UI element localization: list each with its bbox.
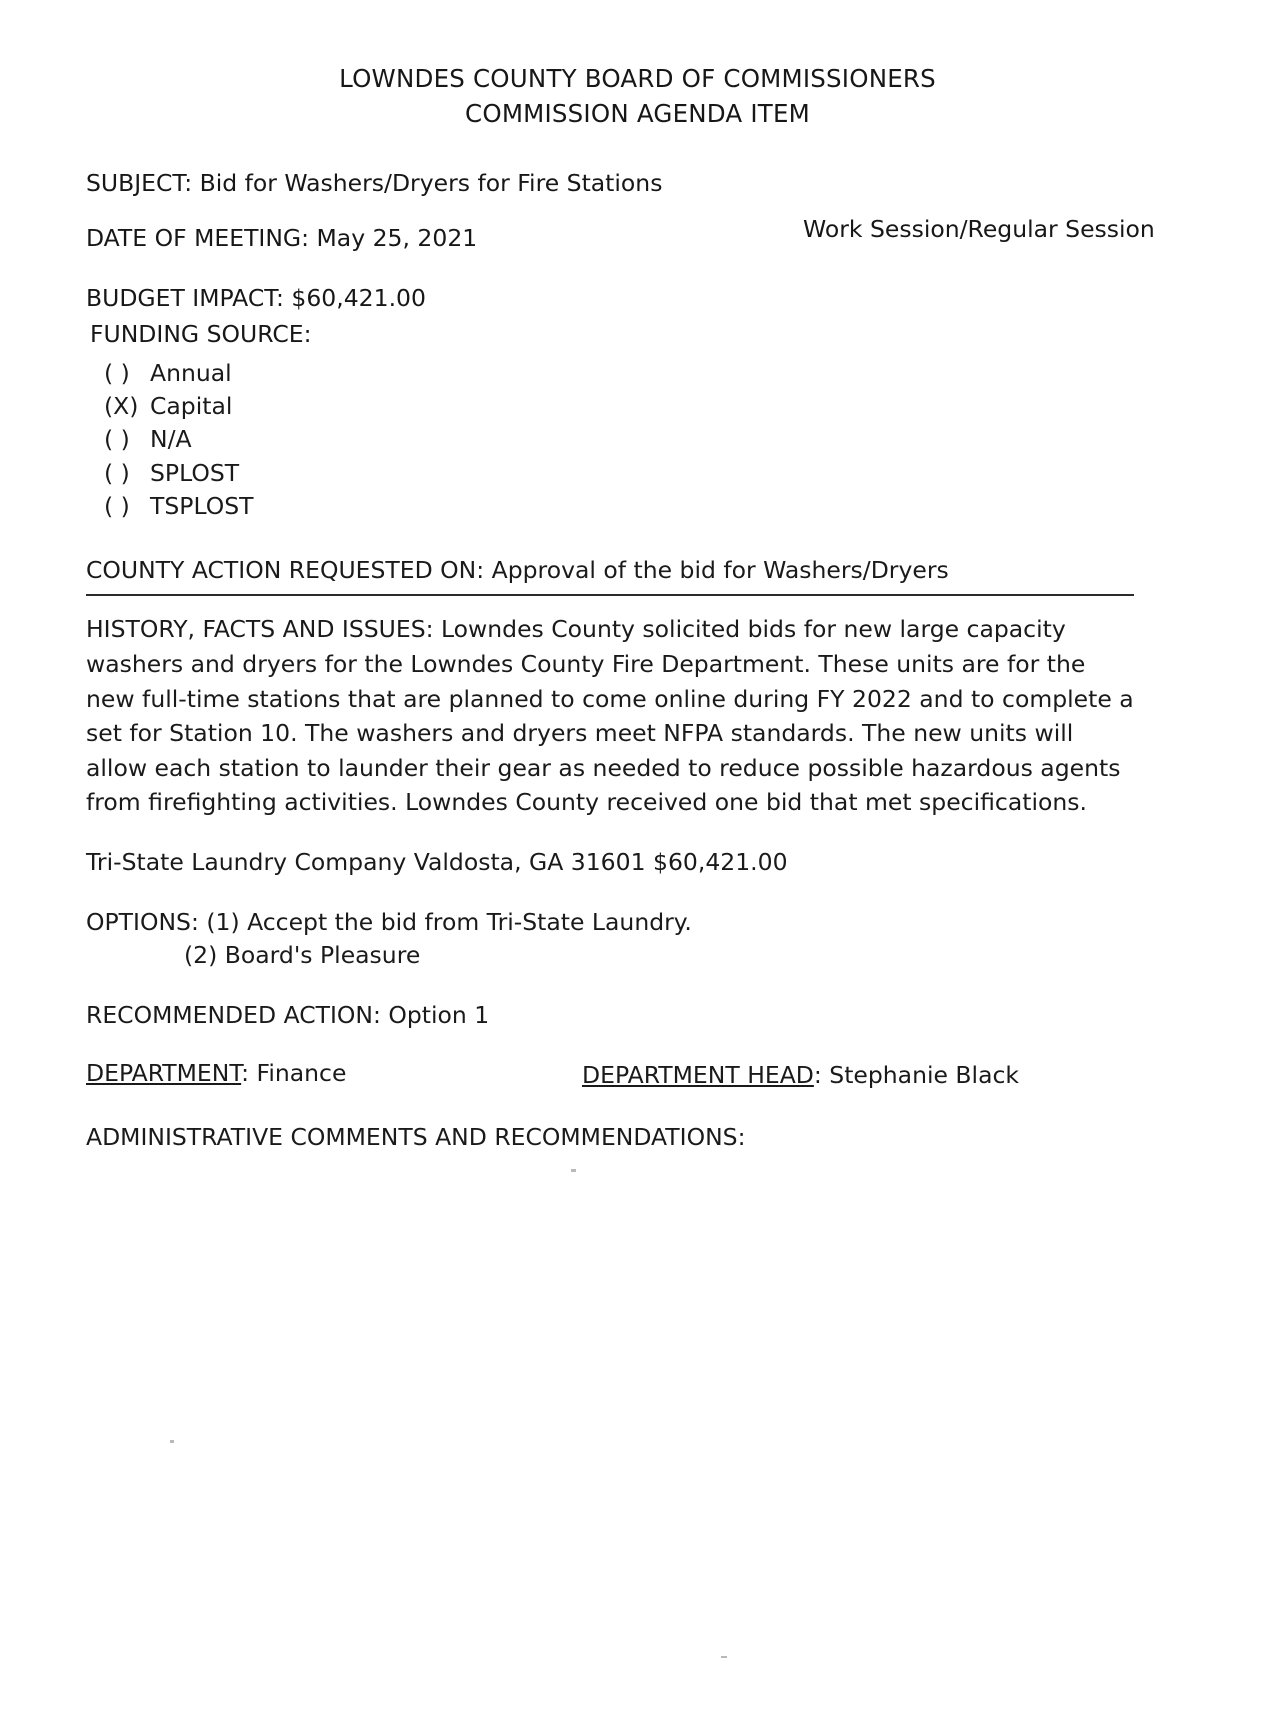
section-divider bbox=[86, 594, 1134, 596]
department-label: DEPARTMENT bbox=[86, 1059, 242, 1088]
subject-line: SUBJECT: Bid for Washers/Dryers for Fire Stations bbox=[86, 168, 663, 197]
vendor-bid-line: Tri-State Laundry Company Valdosta, GA 31601 $60,421.00 bbox=[86, 847, 788, 876]
checkbox-annual[interactable]: ( ) bbox=[104, 358, 130, 387]
checkbox-tsplost[interactable]: ( ) bbox=[104, 492, 130, 521]
document-header bbox=[0, 62, 1275, 132]
recommended-action: RECOMMENDED ACTION: Option 1 bbox=[86, 1001, 490, 1030]
header-line-organization: LOWNDES COUNTY BOARD OF COMMISSIONERS bbox=[339, 64, 936, 93]
funding-option-tsplost[interactable] bbox=[104, 490, 1189, 523]
agenda-document-page bbox=[0, 62, 1275, 1713]
funding-option-label-capital: Capital bbox=[150, 392, 233, 421]
funding-option-splost[interactable] bbox=[104, 457, 1189, 490]
funding-option-na[interactable] bbox=[104, 423, 1189, 456]
county-action-requested: COUNTY ACTION REQUESTED ON: Approval of the bid for Washers/Dryers bbox=[86, 555, 949, 584]
document-body bbox=[86, 166, 1189, 1152]
funding-option-label-splost: SPLOST bbox=[150, 458, 240, 487]
checkbox-capital[interactable]: (X) bbox=[104, 392, 139, 421]
options-section bbox=[86, 906, 1189, 973]
department-value: : Finance bbox=[241, 1059, 347, 1088]
history-facts-issues: HISTORY, FACTS AND ISSUES: Lowndes County solicited bids for new large capacity washers and dryers for the Lowndes County Fire Department. These units are for the new full-time stations that are planned to come online during FY 2022 and to complete a set for Station 10. The washers and dryers meet NFPA standards. The new units will allow each station to launder their gear as needed to reduce possible hazardous agents from firefighting activities. Lowndes County received one bid that met specifications. bbox=[86, 615, 1134, 817]
department-field bbox=[86, 1059, 346, 1087]
option-1-line: OPTIONS: (1) Accept the bid from Tri-State Laundry. bbox=[86, 907, 692, 936]
department-row bbox=[86, 1059, 1189, 1093]
funding-option-annual[interactable] bbox=[104, 357, 1189, 390]
header-line-document-type: COMMISSION AGENDA ITEM bbox=[465, 98, 810, 128]
funding-option-label-tsplost: TSPLOST bbox=[150, 492, 254, 521]
department-head-label: DEPARTMENT HEAD bbox=[582, 1061, 814, 1090]
funding-option-label-annual: Annual bbox=[150, 358, 232, 387]
option-2-line: (2) Board's Pleasure bbox=[184, 940, 421, 969]
checkbox-splost[interactable]: ( ) bbox=[104, 458, 130, 487]
county-action-block bbox=[86, 554, 1189, 597]
meeting-row bbox=[86, 214, 1189, 255]
checkbox-na[interactable]: ( ) bbox=[104, 425, 130, 454]
scan-speck-1 bbox=[571, 1169, 576, 1172]
date-of-meeting: DATE OF MEETING: May 25, 2021 bbox=[86, 223, 478, 252]
funding-option-capital[interactable] bbox=[104, 390, 1189, 423]
funding-source-label: FUNDING SOURCE: bbox=[90, 319, 312, 348]
budget-impact: BUDGET IMPACT: $60,421.00 bbox=[86, 283, 426, 312]
session-type: Work Session/Regular Session bbox=[803, 214, 1155, 243]
department-head-field bbox=[582, 1061, 1019, 1089]
funding-source-options bbox=[86, 357, 1189, 524]
funding-option-label-na: N/A bbox=[150, 425, 192, 454]
administrative-comments-heading: ADMINISTRATIVE COMMENTS AND RECOMMENDATIONS: bbox=[86, 1123, 746, 1152]
department-head-value: : Stephanie Black bbox=[813, 1061, 1020, 1090]
scan-speck-3 bbox=[721, 1656, 727, 1658]
scan-speck-2 bbox=[170, 1440, 174, 1443]
